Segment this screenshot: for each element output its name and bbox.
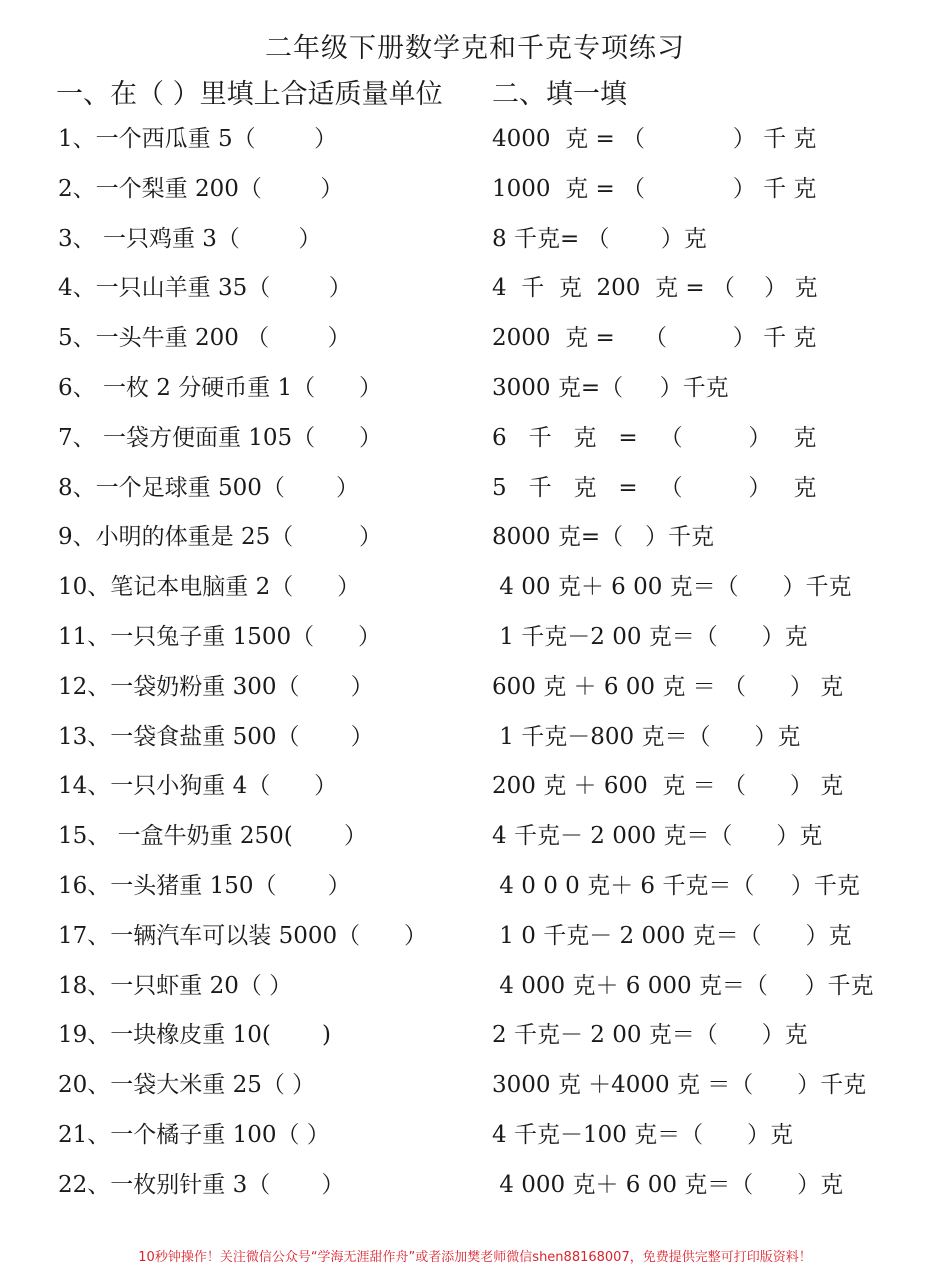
- question-row: [0, 1058, 950, 1108]
- question-row: [0, 212, 950, 262]
- question-row: [0, 461, 950, 511]
- conversion-question: 1000 克 = （ ） 千 克: [492, 175, 817, 202]
- question-row: [0, 1108, 950, 1158]
- unit-question: 9、小明的体重是 25（ ）: [58, 524, 383, 551]
- conversion-question: 4 0 0 0 克＋ 6 千克＝（ ）千克: [492, 872, 860, 899]
- section-two-heading: 二、填一填: [492, 79, 627, 110]
- question-row: [0, 112, 950, 162]
- question-row: [0, 311, 950, 361]
- unit-question: 19、一块橡皮重 10( ): [58, 1022, 331, 1049]
- unit-question: 12、一袋奶粉重 300（ ）: [58, 673, 374, 700]
- conversion-question: 4 千 克 200 克 = （ ） 克: [492, 275, 818, 302]
- unit-question: 18、一只虾重 20（ ）: [58, 972, 293, 999]
- conversion-question: 4 千克－ 2 000 克＝（ ）克: [492, 823, 823, 850]
- unit-question: 14、一只小狗重 4（ ）: [58, 773, 338, 800]
- unit-question: 3、 一只鸡重 3（ ）: [58, 225, 322, 252]
- unit-question: 17、一辆汽车可以装 5000（ ）: [58, 922, 427, 949]
- conversion-question: 2000 克 = （ ） 千 克: [492, 325, 817, 352]
- conversion-question: 4 00 克＋ 6 00 克＝（ ）千克: [492, 574, 852, 601]
- question-row: [0, 560, 950, 610]
- question-row: [0, 809, 950, 859]
- unit-question: 4、一只山羊重 35（ ）: [58, 275, 352, 302]
- conversion-question: 8 千克= （ ）克: [492, 225, 707, 252]
- unit-question: 7、 一袋方便面重 105（ ）: [58, 424, 383, 451]
- question-row: [0, 610, 950, 660]
- section-one-heading: 一、在（ ）里填上合适质量单位: [56, 79, 443, 110]
- conversion-question: 1 0 千克－ 2 000 克＝（ ）克: [492, 922, 852, 949]
- question-row: [0, 859, 950, 909]
- unit-question: 6、 一枚 2 分硬币重 1（ ）: [58, 374, 383, 401]
- unit-question: 15、 一盒牛奶重 250( ）: [58, 823, 367, 850]
- conversion-question: 600 克 ＋ 6 00 克 ＝ （ ） 克: [492, 673, 844, 700]
- question-row: [0, 710, 950, 760]
- question-row: [0, 959, 950, 1009]
- unit-question: 5、一头牛重 200 （ ）: [58, 325, 351, 352]
- question-row: [0, 510, 950, 560]
- conversion-question: 4 千克－100 克＝（ ）克: [492, 1121, 794, 1148]
- question-row: [0, 261, 950, 311]
- conversion-question: 200 克 ＋ 600 克 ＝ （ ） 克: [492, 773, 844, 800]
- question-row: [0, 411, 950, 461]
- question-row: [0, 909, 950, 959]
- conversion-question: 8000 克=（ ）千克: [492, 524, 715, 551]
- unit-question: 2、一个梨重 200（ ）: [58, 175, 344, 202]
- question-row: [0, 660, 950, 710]
- conversion-question: 1 千克－2 00 克＝（ ）克: [492, 623, 808, 650]
- unit-question: 21、一个橘子重 100（ ）: [58, 1121, 330, 1148]
- question-row: [0, 162, 950, 212]
- conversion-question: 3000 克 ＋4000 克 ＝（ ）千克: [492, 1072, 867, 1099]
- conversion-question: 4 000 克＋ 6 00 克＝（ ）克: [492, 1171, 844, 1198]
- conversion-question: 4 000 克＋ 6 000 克＝（ ）千克: [492, 972, 874, 999]
- question-rows: [0, 112, 950, 1208]
- unit-question: 10、笔记本电脑重 2（ ）: [58, 574, 361, 601]
- unit-question: 20、一袋大米重 25（ ）: [58, 1072, 316, 1099]
- question-row: [0, 361, 950, 411]
- unit-question: 11、一只兔子重 1500（ ）: [58, 623, 381, 650]
- unit-question: 22、一枚别针重 3（ ）: [58, 1171, 345, 1198]
- unit-question: 8、一个足球重 500（ ）: [58, 474, 360, 501]
- conversion-question: 2 千克－ 2 00 克＝（ ）克: [492, 1022, 808, 1049]
- conversion-question: 4000 克 = （ ） 千 克: [492, 126, 817, 152]
- unit-question: 16、一头猪重 150（ ）: [58, 872, 351, 899]
- question-row: [0, 1008, 950, 1058]
- conversion-question: 5 千 克 = （ ） 克: [492, 474, 817, 501]
- question-row: [0, 759, 950, 809]
- page-title: 二年级下册数学克和千克专项练习: [265, 33, 685, 64]
- question-row: [0, 1158, 950, 1208]
- unit-question: 13、一袋食盐重 500（ ）: [58, 723, 374, 750]
- promo-footer: 10秒钟操作！关注微信公众号“学海无涯甜作舟”或者添加樊老师微信shen88168007，免费提供完整可打印版资料！: [138, 1250, 812, 1265]
- conversion-question: 6 千 克 = （ ） 克: [492, 424, 817, 451]
- conversion-question: 1 千克－800 克＝（ ）克: [492, 723, 801, 750]
- conversion-question: 3000 克=（ ）千克: [492, 374, 729, 401]
- unit-question: 1、一个西瓜重 5（ ）: [58, 126, 338, 152]
